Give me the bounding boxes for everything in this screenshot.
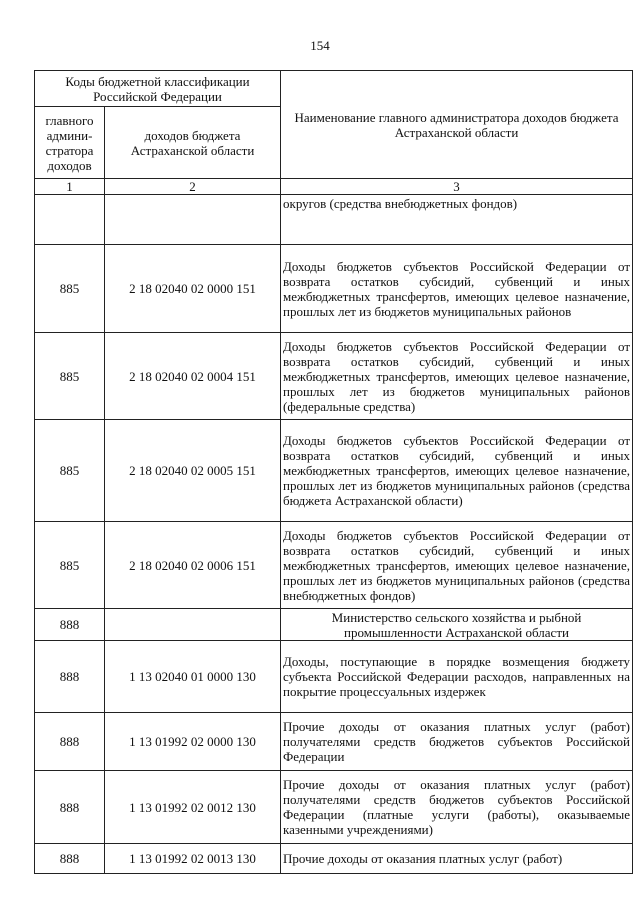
name-cell: Прочие доходы от оказания платных услуг (работ) получателями средств бюджетов субъектов Российской Федерации (платные услуги (работы), оказываемые казенными учреждениями) (281, 771, 633, 844)
revenue-code-cell: 1 13 01992 02 0012 130 (105, 771, 281, 844)
budget-classification-table (34, 70, 633, 874)
header-codes-group: Коды бюджетной классификации Российской Федерации (35, 71, 281, 107)
admin-code-cell: 885 (35, 245, 105, 333)
table-row (35, 195, 633, 245)
table-row (35, 844, 633, 874)
admin-code-cell: 888 (35, 844, 105, 874)
revenue-code-cell: 1 13 01992 02 0000 130 (105, 713, 281, 771)
admin-code-cell: 885 (35, 333, 105, 420)
header-revenue-code: доходов бюджета Астраханской области (105, 107, 281, 179)
ministry-heading-cell: Министерство сельского хозяйства и рыбной промышленности Астраханской области (281, 609, 633, 641)
page-number: 154 (310, 38, 330, 53)
revenue-code-cell (105, 195, 281, 245)
name-cell: Доходы бюджетов субъектов Российской Федерации от возврата остатков субсидий, субвенций и иных межбюджетных трансфертов, имеющих целевое назначение, прошлых лет из бюджетов муниципальных районов (средства внебюджетных фондов) (281, 522, 633, 609)
revenue-code-cell: 2 18 02040 02 0004 151 (105, 333, 281, 420)
admin-code-cell (35, 195, 105, 245)
name-cell: Доходы, поступающие в порядке возмещения бюджету субъекта Российской Федерации расходов, направленных на покрытие процессуальных издержек (281, 641, 633, 713)
header-main-admin-code: главного админи-стратора доходов (35, 107, 105, 179)
table-row (35, 420, 633, 522)
table-row (35, 245, 633, 333)
table-row (35, 713, 633, 771)
column-number: 2 (105, 179, 281, 195)
revenue-code-cell: 1 13 02040 01 0000 130 (105, 641, 281, 713)
name-cell: Доходы бюджетов субъектов Российской Федерации от возврата остатков субсидий, субвенций и иных межбюджетных трансфертов, имеющих целевое назначение, прошлых лет из бюджетов муниципальных районов (средства бюджета Астраханской области) (281, 420, 633, 522)
admin-code-cell: 885 (35, 420, 105, 522)
revenue-code-cell: 2 18 02040 02 0006 151 (105, 522, 281, 609)
revenue-code-cell: 2 18 02040 02 0005 151 (105, 420, 281, 522)
table-row (35, 522, 633, 609)
table-row (35, 333, 633, 420)
admin-code-cell: 888 (35, 713, 105, 771)
column-number: 3 (281, 179, 633, 195)
name-cell: Доходы бюджетов субъектов Российской Федерации от возврата остатков субсидий, субвенций и иных межбюджетных трансфертов, имеющих целевое назначение, прошлых лет из бюджетов муниципальных районов (федеральные средства) (281, 333, 633, 420)
table-row (35, 771, 633, 844)
name-cell: Прочие доходы от оказания платных услуг (работ) получателями средств бюджетов субъектов Российской Федерации (281, 713, 633, 771)
revenue-code-cell: 2 18 02040 02 0000 151 (105, 245, 281, 333)
name-cell: Прочие доходы от оказания платных услуг (работ) (281, 844, 633, 874)
column-number: 1 (35, 179, 105, 195)
admin-code-cell: 888 (35, 641, 105, 713)
table-row (35, 641, 633, 713)
header-admin-name: Наименование главного администратора доходов бюджета Астраханской области (281, 71, 633, 179)
admin-code-cell: 885 (35, 522, 105, 609)
name-cell: округов (средства внебюджетных фондов) (281, 195, 633, 245)
revenue-code-cell: 1 13 01992 02 0013 130 (105, 844, 281, 874)
name-cell: Доходы бюджетов субъектов Российской Федерации от возврата остатков субсидий, субвенций и иных межбюджетных трансфертов, имеющих целевое назначение, прошлых лет из бюджетов муниципальных районов (281, 245, 633, 333)
admin-code-cell: 888 (35, 609, 105, 641)
revenue-code-cell (105, 609, 281, 641)
admin-code-cell: 888 (35, 771, 105, 844)
table-row (35, 609, 633, 641)
